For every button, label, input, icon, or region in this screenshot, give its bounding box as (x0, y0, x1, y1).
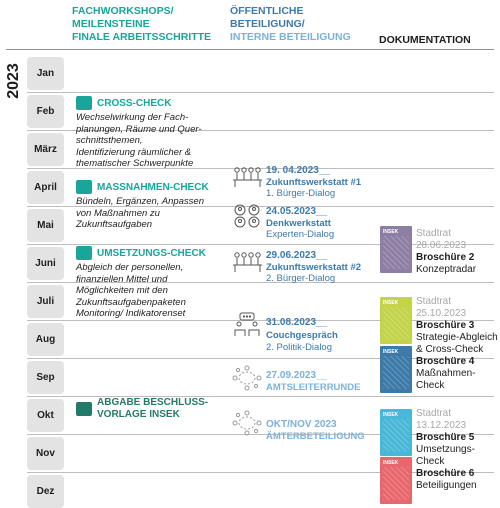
desc-line: Wechselwirkung der Fach- (76, 112, 189, 123)
title-line: VORLAGE INSEK (97, 409, 180, 420)
document-subtitle: Check (416, 380, 445, 391)
workshop-description (76, 112, 202, 170)
month-jan: Jan (27, 57, 64, 90)
document-date: 25.10.2023 (416, 308, 467, 319)
brochure-cover-5 (380, 409, 412, 456)
desc-line: Zukunftsaufgabenpaketen (76, 296, 186, 308)
month-juni: Juni (27, 247, 64, 280)
desc-line: Möglichkeiten mit den (76, 285, 168, 296)
month-maerz: März (27, 133, 64, 166)
desc-line: Monitoring/ Indikatorenset (76, 308, 186, 319)
document-title: Broschüre 5 (416, 432, 475, 443)
workshop-marker (76, 246, 92, 260)
workshop-title: MASSNAHMEN-CHECK (97, 182, 209, 193)
event-subtitle: Experten-Dialog (266, 229, 335, 240)
document-subtitle: Strategie-Abgleich (416, 332, 498, 343)
desc-line: finanziellen Mittel und (76, 273, 168, 285)
month-nov: Nov (27, 437, 64, 470)
document-entry (416, 408, 477, 492)
month-aug: Aug (27, 323, 64, 356)
header-workshops (72, 5, 211, 44)
document-title: Broschüre 6 (416, 468, 475, 479)
cover-brand: INSEK (383, 229, 399, 235)
cover-brand: INSEK (383, 412, 399, 418)
workshop-description (76, 196, 204, 231)
event-name: Zukunftswerkstatt #1 (266, 177, 362, 188)
document-entry (416, 296, 498, 392)
document-label: Stadtrat (416, 228, 452, 239)
people-table-icon (231, 248, 263, 274)
event-subtitle: 2. Politik-Dialog (266, 342, 332, 353)
event-date: 29.06.2023__ (266, 250, 328, 261)
experts-circle-icon (231, 203, 263, 229)
event-date: 31.08.2023__ (266, 317, 328, 328)
cover-texture (383, 307, 409, 340)
event-name: Zukunftswerkstatt #2 (266, 262, 362, 273)
document-title: Broschüre 2 (416, 252, 475, 263)
document-entry (416, 228, 476, 276)
cover-brand: INSEK (383, 460, 399, 466)
month-okt: Okt (27, 399, 64, 432)
document-title: Broschüre 4 (416, 356, 475, 367)
month-mai: Mai (27, 209, 64, 242)
workshop-description (76, 262, 186, 320)
event-name: ÄMTERBETEILIGUNG (266, 431, 365, 442)
header-documentation: DOKUMENTATION (379, 34, 471, 46)
brochure-cover-2 (380, 226, 412, 273)
month-juli: Juli (27, 285, 64, 318)
document-title: Broschüre 3 (416, 320, 475, 331)
desc-line: Zukunftsaufgaben (76, 219, 153, 230)
workshop-marker (76, 402, 92, 416)
workshop-title: UMSETZUNGS-CHECK (97, 248, 206, 259)
month-april: April (27, 171, 64, 204)
header-participation-line2: BETEILIGUNG/ (230, 18, 305, 30)
event-subtitle: 1. Bürger-Dialog (266, 188, 336, 199)
event-date: 27.09.2023__ (266, 370, 328, 381)
cover-texture (383, 236, 409, 269)
brochure-cover-6 (380, 457, 412, 504)
document-label: Stadtrat (416, 408, 452, 419)
desc-line: Bündeln, Ergänzen, Anpassen (76, 196, 204, 207)
desc-line: planungen, Räume und Quer- (76, 123, 202, 135)
round-table-icon (231, 410, 263, 436)
desc-line: von Maßnahmen zu (76, 207, 160, 219)
event-name: Denkwerkstatt (266, 218, 331, 229)
document-subtitle: Check (416, 456, 445, 467)
couch-talk-icon (231, 312, 263, 338)
month-sep: Sep (27, 361, 64, 394)
brochure-cover-4 (380, 346, 412, 393)
desc-line: Abgleich der personellen, (76, 262, 184, 273)
desc-line: Identifizierung räumlicher & (76, 146, 192, 158)
title-line: ABGABE BESCHLUSS- (97, 397, 209, 408)
document-subtitle: Maßnahmen- (416, 368, 476, 379)
year-label: 2023 (5, 63, 22, 99)
document-subtitle: & Cross-Check (416, 344, 484, 355)
brochure-cover-3 (380, 297, 412, 344)
workshop-title: CROSS-CHECK (97, 98, 172, 109)
header-participation (230, 5, 351, 44)
header-workshops-line2: MEILENSTEINE (72, 18, 150, 30)
event-name: Couchgespräch (266, 330, 338, 341)
cover-brand: INSEK (383, 349, 399, 355)
event-date: OKT/NOV 2023 (266, 419, 337, 430)
document-date: 13.12.2023 (416, 420, 467, 431)
document-subtitle: Umsetzungs- (416, 444, 475, 455)
people-table-icon (231, 163, 263, 189)
event-subtitle: 2. Bürger-Dialog (266, 273, 336, 284)
header-divider (6, 49, 494, 50)
month-divider (27, 92, 494, 93)
header-workshops-line3: FINALE ARBEITSSCHRITTE (72, 31, 212, 43)
desc-line: schnittsthemen, (76, 135, 143, 146)
event-name: AMTSLEITERRUNDE (266, 382, 361, 393)
workshop-title (97, 397, 208, 421)
workshop-marker (76, 180, 92, 194)
desc-line: thematischer Schwerpunkte (76, 158, 194, 169)
event-date: 24.05.2023__ (266, 206, 328, 217)
cover-texture (383, 419, 409, 452)
cover-texture (383, 467, 409, 500)
cover-texture (383, 356, 409, 389)
event-date: 19. 04.2023__ (266, 165, 330, 176)
cover-brand: INSEK (383, 300, 399, 306)
round-table-icon (231, 365, 263, 391)
month-dez: Dez (27, 475, 64, 508)
month-feb: Feb (27, 95, 64, 128)
document-label: Stadtrat (416, 296, 452, 307)
workshop-marker (76, 96, 92, 110)
document-subtitle: Beteiligungen (416, 480, 477, 491)
header-participation-line3: INTERNE BETEILIGUNG (230, 31, 351, 43)
header-participation-line1: ÖFFENTLICHE (230, 5, 304, 17)
document-subtitle: Konzeptradar (416, 264, 477, 275)
header-workshops-line1: FACHWORKSHOPS/ (72, 5, 174, 17)
document-date: 28.06.2023 (416, 240, 467, 251)
